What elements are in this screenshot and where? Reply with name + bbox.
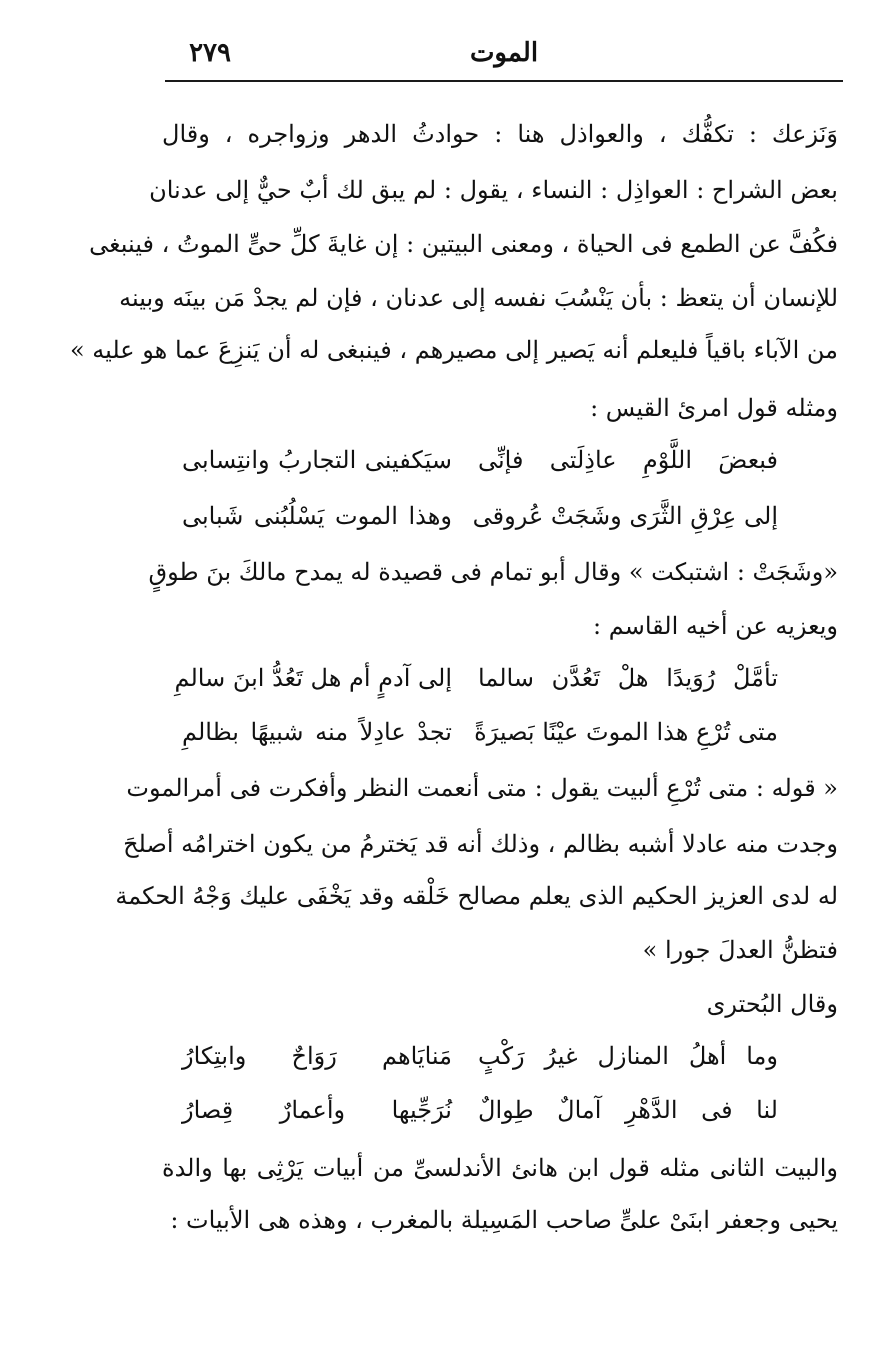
verse-hemistich-first: لنا فى الدَّهْرِ آمالٌ طِوالٌ [478,1096,778,1124]
text-line: بعض الشراح : العواذِل : النساء ، يقول : لم يبق لك أبٌ حيٌّ إلى عدنان [149,176,838,204]
text-line: وجدت منه عادلا أشبه بظالم ، وذلك أنه قد يَخترمُ من يكون اخترامُه أصلحَ [123,830,838,858]
text-line: فكُفَّ عن الطمع فى الحياة ، ومعنى البيتين : إن غايةَ كلِّ حىٍّ الموتُ ، فينبغى [89,230,838,258]
text-line: يحيى وجعفر ابنَىْ علىٍّ صاحب المَسِيلة بالمغرب ، وهذه هى الأبيات : [170,1206,838,1234]
verse-line [182,1034,778,1078]
text-line: والبيت الثانى مثله قول ابن هانئ الأندلسىِّ من أبيات يَرْثِى بها والدة [162,1154,838,1182]
running-title: الموت [469,38,539,68]
text-line: من الآباء باقياً فليعلم أنه يَصير إلى مصيرهم ، فينبغى له أن يَنزِعَ عما هو عليه » [69,336,838,364]
verse-hemistich-second: إلى آدمٍ أم هل تَعُدُّ ابنَ سالمِ [174,664,452,692]
page-number: ٢٧٩ [189,38,231,68]
verse-hemistich-second: نُرَجِّيها وأعمارٌ قِصارُ [182,1096,452,1124]
verse-hemistich-first: تأمَّلْ رُوَيدًا هلْ تَعُدَّن سالما [478,664,778,692]
text-line: للإنسان أن يتعظ : بأن يَنْسُبَ نفسه إلى عدنان ، فإن لم يجدْ مَن بينَه وبينه [119,284,838,312]
text-line: « قوله : متى تُرْعِ ألبيت يقول : متى أنعمت النظر وأفكرت فى أمرالموت [126,774,838,802]
verse-hemistich-second: مَنايَاهم رَوَاحٌ وابتِكارُ [182,1042,452,1070]
verse-hemistich-second: تجدْ عادِلاً منه شبيهًا بظالمِ [182,718,452,746]
verse-hemistich-first: إلى عِرْقِ الثَّرَى وشَجَتْ عُروقى [472,502,778,530]
text-line: وَنَزعك : تكفُّك ، والعواذل هنا : حوادثُ الدهر وزواجره ، وقال [162,120,838,148]
verse-hemistich-second: سيَكفينى التجاربُ وانتِسابى [182,446,452,474]
text-line: «وشَجَتْ : اشتبكت » وقال أبو تمام فى قصيدة له يمدح مالكَ بنَ طوقٍ [148,558,838,586]
verse-line [174,656,778,700]
verse-line [182,494,778,538]
verse-hemistich-second: وهذا الموت يَسْلُبُنى شَبابى [182,502,452,530]
verse-hemistich-first: فبعضَ اللَّوْمِ عاذِلَتى فإنِّى [478,446,778,474]
text-line: له لدى العزيز الحكيم الذى يعلم مصالح خَلْقه وقد يَخْفَى عليك وَجْهُ الحكمة [115,882,838,910]
page-header [165,38,843,78]
text-line: فتظنُّ العدلَ جورا » [642,936,838,964]
verse-hemistich-first: وما أهلُ المنازل غيرُ رَكْبٍ [478,1042,778,1070]
verse-hemistich-first: متى تُرْعِ هذا الموتَ عيْنًا بَصيرَةً [474,718,778,746]
verse-line [182,1088,778,1132]
verse-line [182,438,778,482]
verse-line [182,710,778,754]
text-line: ومثله قول امرئ القيس : [590,394,838,422]
text-line: ويعزيه عن أخيه القاسم : [593,612,838,640]
header-rule [165,80,843,82]
section-heading: وقال البُحترى [706,990,838,1018]
